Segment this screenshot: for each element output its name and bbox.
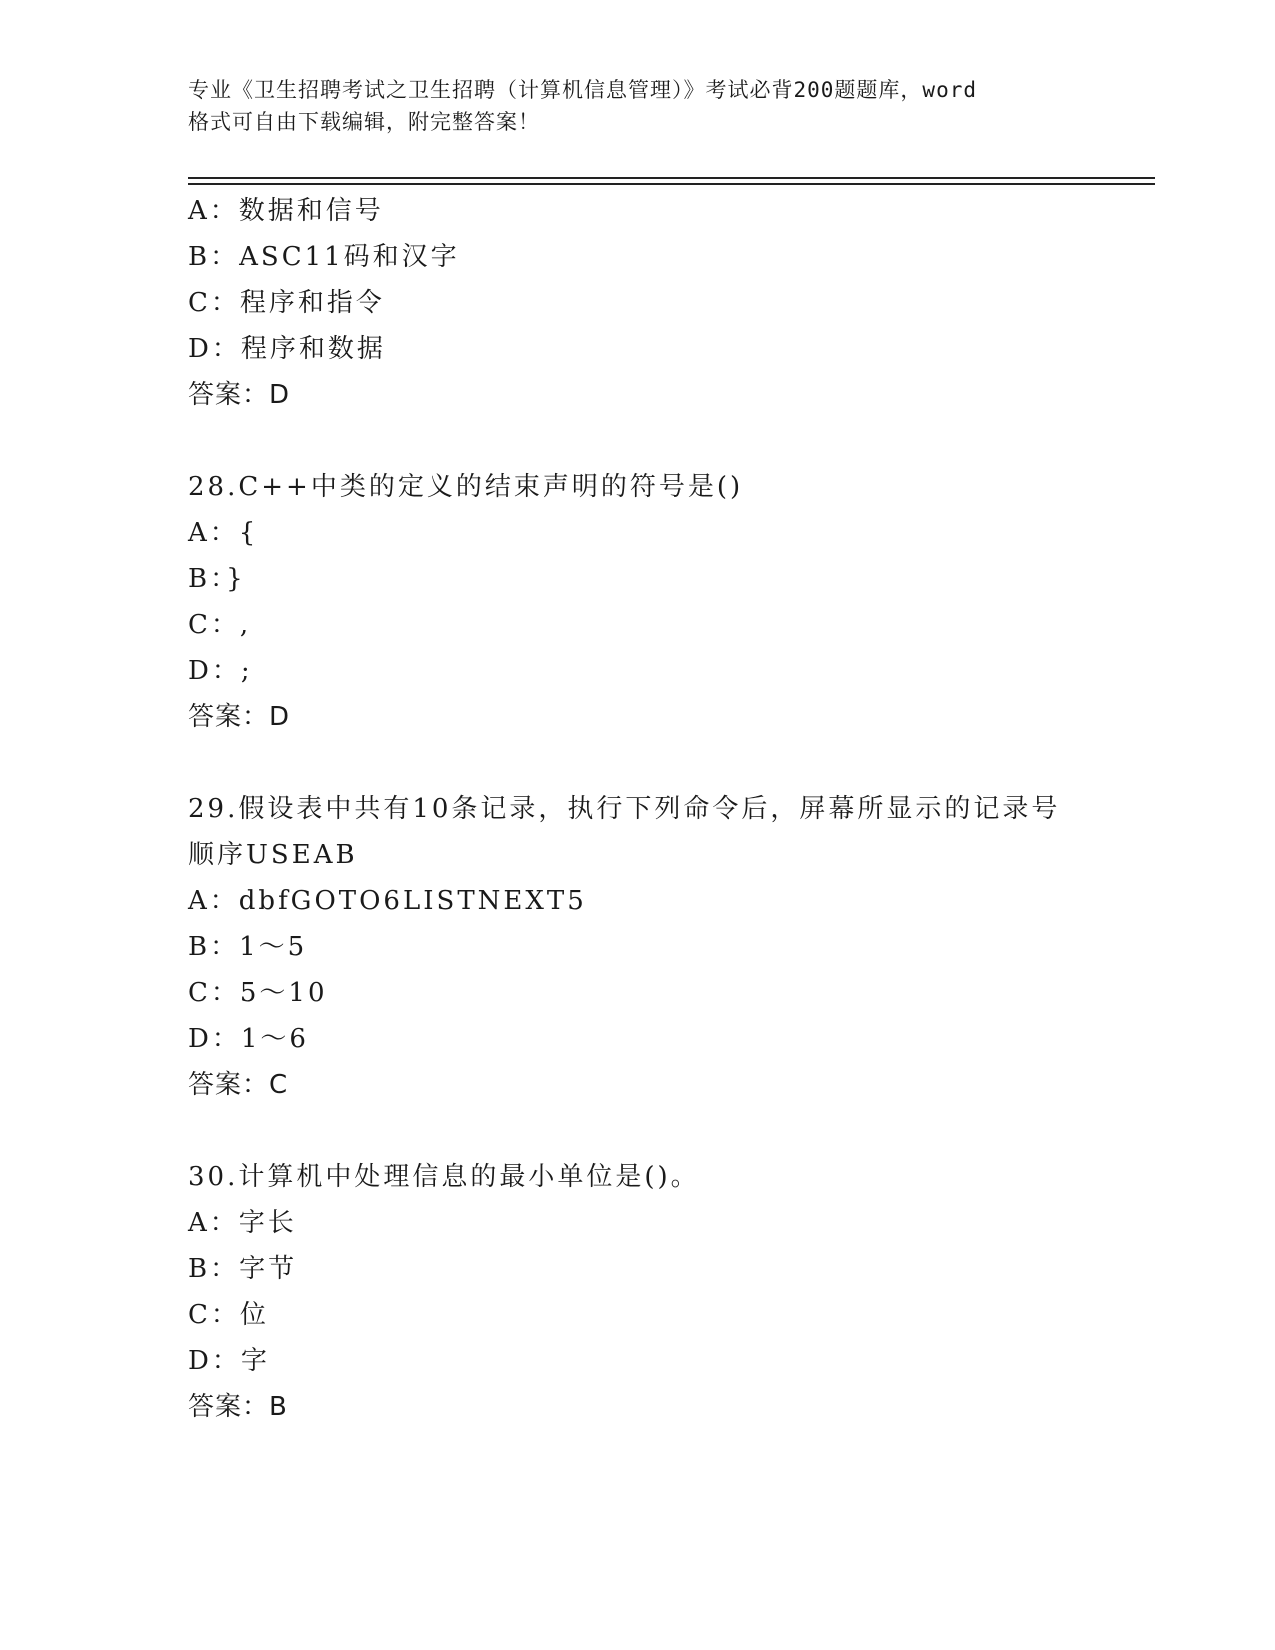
header-line-1: 专业《卫生招聘考试之卫生招聘（计算机信息管理）》考试必背200题题库，word — [188, 78, 977, 102]
spacer — [188, 1108, 1088, 1154]
question-block-30 — [188, 1154, 1088, 1430]
option-d: D：字 — [188, 1346, 270, 1376]
option-d: D：; — [188, 656, 253, 686]
option-c: C：5～10 — [188, 978, 328, 1008]
answer-line: 答案：D — [188, 702, 291, 732]
spacer — [188, 418, 1088, 464]
option-b: B：ASC11码和汉字 — [188, 242, 460, 272]
option-b: B：} — [188, 564, 246, 594]
option-c: C：位 — [188, 1300, 269, 1330]
option-a: A：{ — [188, 518, 259, 548]
header-divider-top — [188, 177, 1155, 179]
option-a: A：字长 — [188, 1208, 297, 1238]
option-a: A：dbfGOTO6LISTNEXT5 — [188, 886, 587, 916]
option-c: C：程序和指令 — [188, 288, 385, 318]
question-text: 30.计算机中处理信息的最小单位是()。 — [188, 1162, 700, 1192]
answer-line: 答案：D — [188, 380, 291, 410]
question-list — [188, 188, 1088, 1430]
header-divider-bottom — [188, 183, 1155, 185]
question-text: 29.假设表中共有10条记录，执行下列命令后，屏幕所显示的记录号 — [188, 794, 1061, 824]
option-d: D：1～6 — [188, 1024, 309, 1054]
option-b: B：1～5 — [188, 932, 308, 962]
header-line-2: 格式可自由下载编辑，附完整答案！ — [188, 110, 540, 134]
question-text: 28.C++中类的定义的结束声明的符号是() — [188, 472, 744, 502]
question-block-29 — [188, 786, 1088, 1108]
answer-line: 答案：B — [188, 1392, 288, 1422]
question-block-27 — [188, 188, 1088, 418]
option-d: D：程序和数据 — [188, 334, 386, 364]
answer-line: 答案：C — [188, 1070, 289, 1100]
option-b: B：字节 — [188, 1254, 298, 1284]
document-header — [188, 74, 1088, 138]
question-text-continued: 顺序USEAB — [188, 840, 358, 870]
spacer — [188, 740, 1088, 786]
question-block-28 — [188, 464, 1088, 740]
option-a: A：数据和信号 — [188, 196, 384, 226]
option-c: C：, — [188, 610, 252, 640]
